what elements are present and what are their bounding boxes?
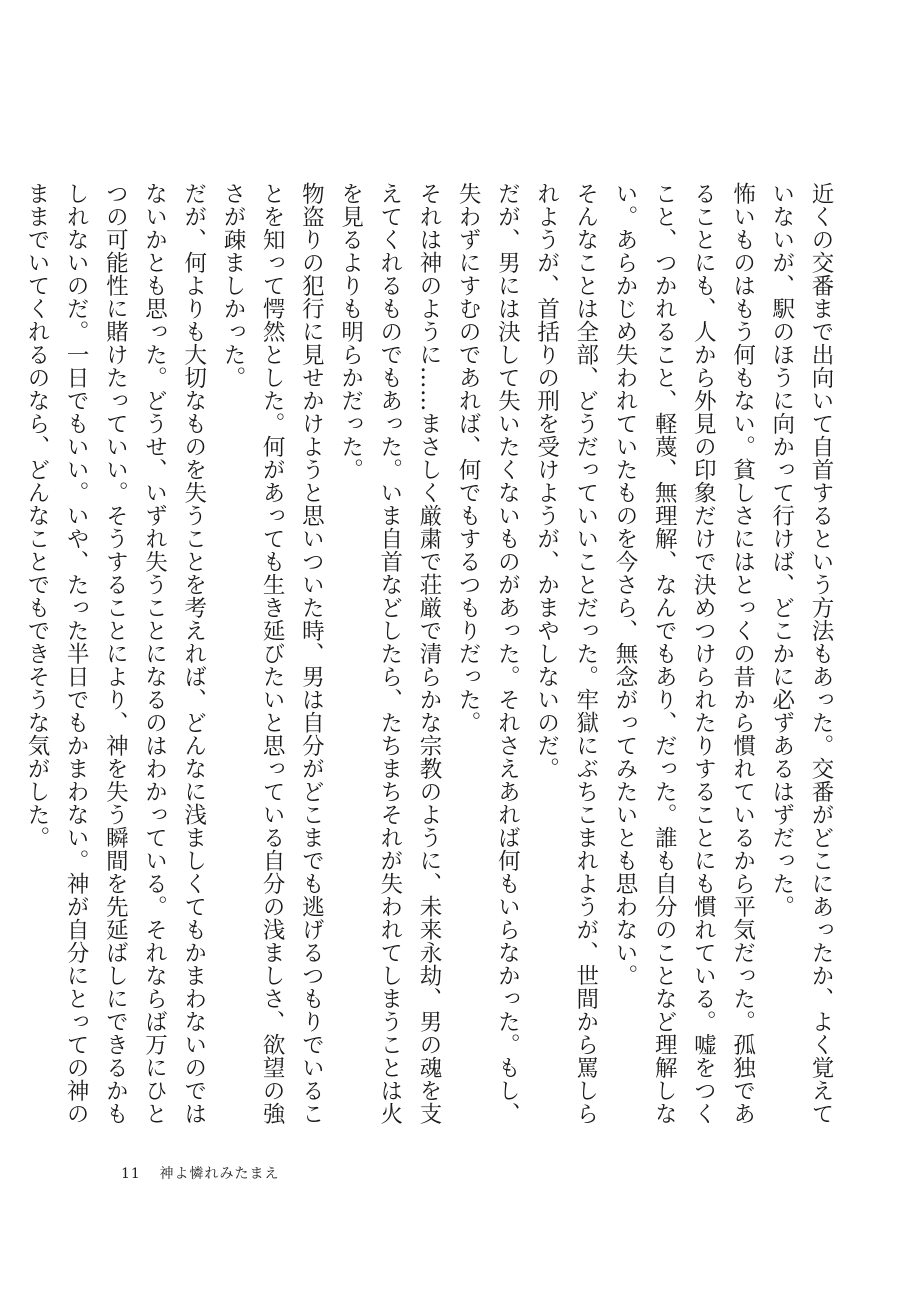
paragraph-6: 物盗りの犯行に見せかけようと思いついた時、男は自分がどこまでも逃げるつもりでいることを知って愕然とした。何があっても生き延びたいと思っている自分の浅ましさ、欲望の強さが疎ましかった。 <box>219 182 325 1125</box>
page-footer <box>121 1163 279 1183</box>
paragraph-7: だが、何よりも大切なものを失うことを考えれば、どんなに浅ましくてもかまわないのではないかとも思った。どうせ、いずれ失うことになるのはわかっている。それならば万にひとつの可能性に賭けたっていい。そうすることにより、神を失う瞬間を先延ばしにできるかもしれないのだ。一日でもいい。いや、たった半日でもかまわない。神が自分にとっての神のままでいてくれるのなら、どんなことでもできそうな気がした。 <box>23 182 207 1125</box>
paragraph-4: だが、男には決して失いたくないものがあった。それさえあれば何もいらなかった。もし、失わずにすむのであれば、何でもするつもりだった。 <box>455 182 521 1125</box>
paragraph-3: そんなことは全部、どうだっていいことだった。牢獄にぶちこまれようが、世間から罵しられようが、首括りの刑を受けようが、かまやしないのだ。 <box>533 182 599 1125</box>
paragraph-5: それは神のように……まさしく厳粛で荘厳で清らかな宗教のように、未来永劫、男の魂を支えてくれるものでもあった。いま自首などしたら、たちまちそれが失われてしまうことは火を見るよりも明らかだった。 <box>337 182 442 1125</box>
paragraph-1: 近くの交番まで出向いて自首するという方法もあった。交番がどこにあったか、よく覚えていないが、駅のほうに向かって行けば、どこかに必ずあるはずだった。 <box>768 182 834 1125</box>
page-number: 11 <box>121 1166 141 1182</box>
running-title: 神よ憐れみたまえ <box>159 1166 280 1182</box>
vertical-body-text <box>17 182 840 1137</box>
paragraph-2: 怖いものはもう何もない。貧しさにはとっくの昔から慣れているから平気だった。孤独であることにも、人から外見の印象だけで決めつけられたりすることにも慣れている。嘘をつくこと、つかれること、軽蔑、無理解、なんでもあり、だった。誰も自分のことなど理解しない。あらかじめ失われていたものを今さら、無念がってみたいとも思わない。 <box>611 182 756 1125</box>
